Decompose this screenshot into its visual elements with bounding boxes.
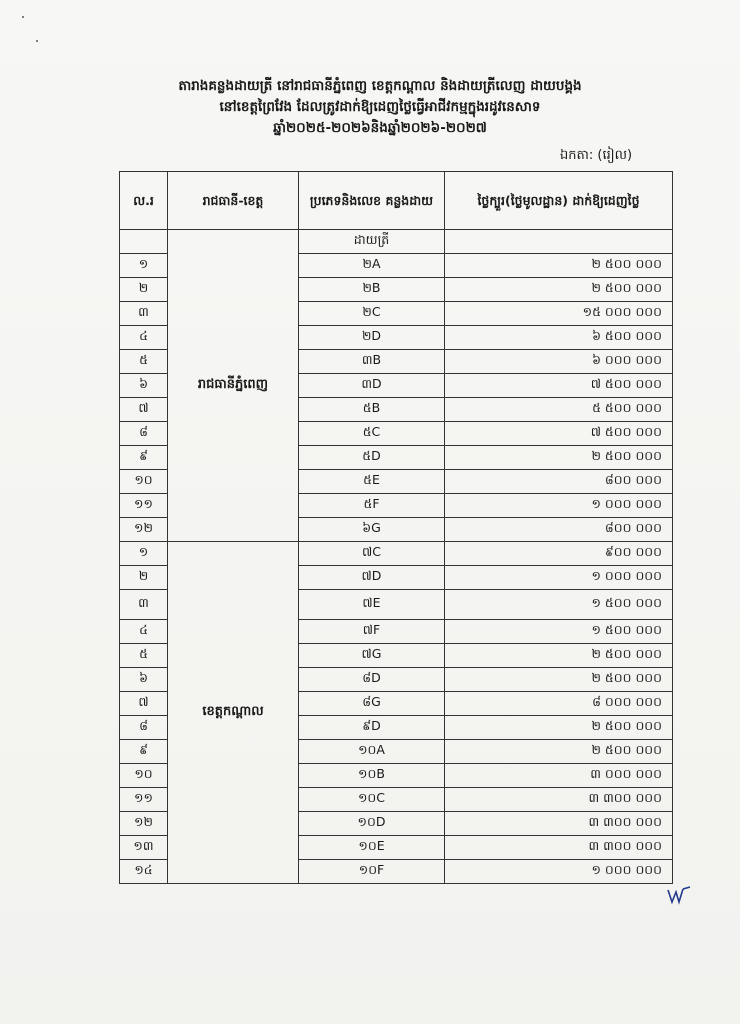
lot-code: ២B: [299, 278, 445, 302]
row-number: ៨: [120, 716, 168, 740]
lot-code: ៣D: [299, 374, 445, 398]
base-price: ៧ ៥០០ ០០០: [445, 422, 673, 446]
lot-code: ១០F: [299, 860, 445, 884]
row-number: ៦: [120, 374, 168, 398]
row-number: ១: [120, 254, 168, 278]
row-number: ២: [120, 566, 168, 590]
row-number: ១១: [120, 788, 168, 812]
no-cell-empty: [120, 230, 168, 254]
table-header-row: [120, 172, 673, 230]
lot-code: ១០D: [299, 812, 445, 836]
lot-code: ៥F: [299, 494, 445, 518]
row-number: ៨: [120, 422, 168, 446]
row-number: ១០: [120, 470, 168, 494]
base-price: ៦ ០០០ ០០០: [445, 350, 673, 374]
scan-speck: [22, 16, 24, 18]
base-price: ៣ ៣០០ ០០០: [445, 836, 673, 860]
lot-code: ៥C: [299, 422, 445, 446]
row-number: ៣: [120, 302, 168, 326]
base-price: ២ ៥០០ ០០០: [445, 278, 673, 302]
row-number: ៧: [120, 692, 168, 716]
row-number: ១: [120, 542, 168, 566]
lot-code: ៣B: [299, 350, 445, 374]
row-number: ៤: [120, 620, 168, 644]
province-cell: ខេត្តកណ្ដាល: [168, 542, 299, 884]
title-line-2: នៅខេត្តព្រៃវែង ដែលត្រូវដាក់ឱ្យដេញថ្លៃធ្វើអាជីវកម្មក្នុងរដូវនេសាទ: [219, 99, 541, 115]
lot-code: ៥E: [299, 470, 445, 494]
row-number: ៦: [120, 668, 168, 692]
base-price: ១៥ ០០០ ០០០: [445, 302, 673, 326]
title-line-3: ឆ្នាំ២០២៥-២០២៦និងឆ្នាំ២០២៦-២០២៧: [273, 120, 487, 136]
base-price: ៧ ៥០០ ០០០: [445, 374, 673, 398]
lot-code: ៩D: [299, 716, 445, 740]
base-price: ៣ ៣០០ ០០០: [445, 812, 673, 836]
lot-code: ១០E: [299, 836, 445, 860]
base-price: ១ ០០០ ០០០: [445, 494, 673, 518]
lot-code: ៧F: [299, 620, 445, 644]
lot-code: ៨G: [299, 692, 445, 716]
row-number: ៣: [120, 590, 168, 620]
lot-code: ៧G: [299, 644, 445, 668]
row-number: ៤: [120, 326, 168, 350]
lot-code: ៧E: [299, 590, 445, 620]
base-price: ១ ០០០ ០០០: [445, 566, 673, 590]
base-price: ៨០០ ០០០: [445, 470, 673, 494]
base-price: ៥ ៥០០ ០០០: [445, 398, 673, 422]
row-number: ៩: [120, 446, 168, 470]
lot-code: ១០B: [299, 764, 445, 788]
header-province: រាជធានី-ខេត្ត: [168, 172, 299, 230]
scan-speck: [36, 40, 38, 42]
row-number: ៩: [120, 740, 168, 764]
base-price: ៣ ០០០ ០០០: [445, 764, 673, 788]
base-price: ២ ៥០០ ០០០: [445, 716, 673, 740]
row-number: ៧: [120, 398, 168, 422]
lot-code: ២D: [299, 326, 445, 350]
lot-code: ២A: [299, 254, 445, 278]
row-number: ១១: [120, 494, 168, 518]
lot-code: ៧C: [299, 542, 445, 566]
price-table: [119, 171, 673, 884]
row-number: ១០: [120, 764, 168, 788]
header-no: ល.រ: [120, 172, 168, 230]
base-price: ២ ៥០០ ០០០: [445, 446, 673, 470]
subheader-row: [120, 230, 673, 254]
header-price: ថ្លៃក្បួរ(ថ្លៃមូលដ្ឋាន) ដាក់ឱ្យដេញថ្លៃ: [445, 172, 673, 230]
subheader-cell: ដាយត្រី: [299, 230, 445, 254]
base-price: ១ ០០០ ០០០: [445, 860, 673, 884]
lot-code: ២C: [299, 302, 445, 326]
lot-code: ៧D: [299, 566, 445, 590]
base-price: ២ ៥០០ ០០០: [445, 254, 673, 278]
base-price: ៨០០ ០០០: [445, 518, 673, 542]
row-number: ១៣: [120, 836, 168, 860]
base-price: ២ ៥០០ ០០០: [445, 644, 673, 668]
row-number: ៥: [120, 644, 168, 668]
table-body: [120, 230, 673, 884]
document-title: [120, 76, 640, 139]
price-cell-empty: [445, 230, 673, 254]
lot-code: ៦G: [299, 518, 445, 542]
lot-code: ៥B: [299, 398, 445, 422]
base-price: ៦ ៥០០ ០០០: [445, 326, 673, 350]
base-price: ១ ៥០០ ០០០: [445, 620, 673, 644]
lot-code: ១០A: [299, 740, 445, 764]
province-cell: រាជធានីភ្នំពេញ: [168, 230, 299, 542]
title-line-1: តារាងគន្លងដាយត្រី នៅរាជធានីភ្នំពេញ ខេត្តកណ្ដាល និងដាយត្រីលេញ ដាយបង្គង: [178, 78, 582, 94]
base-price: ២ ៥០០ ០០០: [445, 740, 673, 764]
lot-code: ១០C: [299, 788, 445, 812]
initials-signature: [666, 884, 692, 906]
row-number: ៥: [120, 350, 168, 374]
base-price: ២ ៥០០ ០០០: [445, 668, 673, 692]
row-number: ២: [120, 278, 168, 302]
row-number: ១២: [120, 812, 168, 836]
header-type: ប្រភេទនិងលេខ គន្លងដាយ: [299, 172, 445, 230]
unit-label: ឯកតា: (រៀល): [560, 148, 633, 163]
row-number: ១៤: [120, 860, 168, 884]
base-price: ៨ ០០០ ០០០: [445, 692, 673, 716]
base-price: ៣ ៣០០ ០០០: [445, 788, 673, 812]
base-price: ១ ៥០០ ០០០: [445, 590, 673, 620]
base-price: ៩០០ ០០០: [445, 542, 673, 566]
row-number: ១២: [120, 518, 168, 542]
table-row: [120, 542, 673, 566]
lot-code: ៥D: [299, 446, 445, 470]
lot-code: ៨D: [299, 668, 445, 692]
